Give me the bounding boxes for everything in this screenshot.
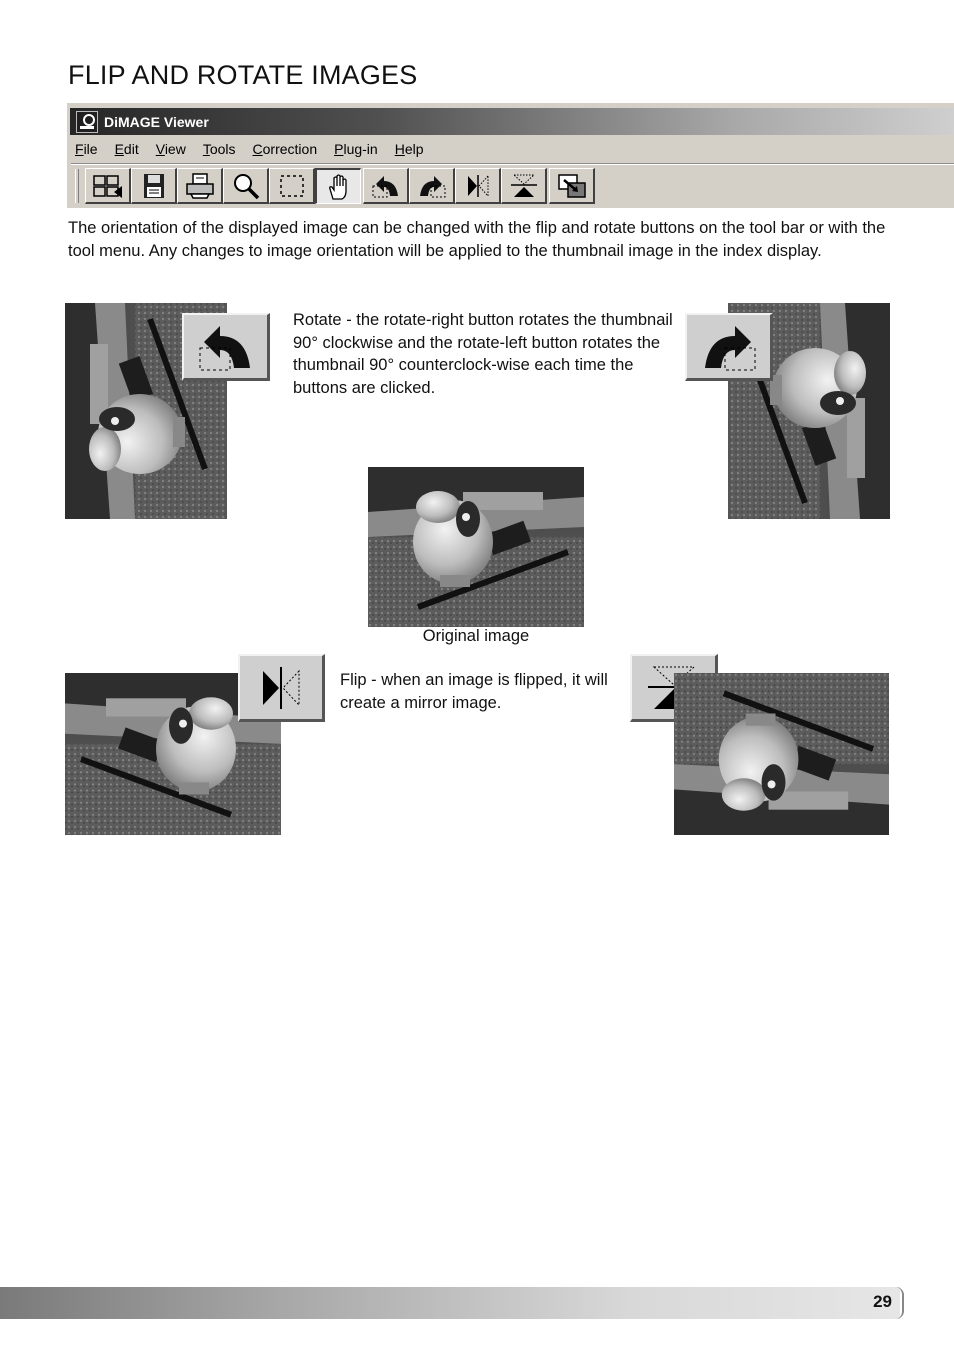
footer-bar-cap [896, 1287, 904, 1319]
select-icon [276, 172, 308, 200]
index-view-button[interactable] [85, 168, 131, 204]
flip-horizontal-button[interactable] [455, 168, 501, 204]
rotate-right-large-button[interactable] [685, 313, 773, 381]
intro-paragraph: The orientation of the displayed image can be changed with the flip and rotate buttons on the tool bar or with the tool menu. Any changes to image orientation will be applied to the thumbnail image in the index display. [68, 219, 886, 260]
index-view-icon [92, 172, 124, 200]
original-image-caption: Original image [422, 627, 530, 645]
rotate-left-icon [192, 320, 260, 374]
page-number: 29 [873, 1292, 892, 1311]
toolbar-grip[interactable] [75, 169, 79, 203]
rotate-right-icon [695, 320, 763, 374]
app-window [66, 102, 954, 208]
correction-button[interactable] [549, 168, 595, 204]
rotate-left-icon [370, 172, 402, 200]
flip-vertical-photo-image [674, 673, 889, 835]
menu-file[interactable]: File [75, 141, 98, 157]
menu-view[interactable]: View [155, 141, 186, 157]
toolbar [71, 163, 954, 205]
menu-edit[interactable]: Edit [114, 141, 139, 157]
menu-plugin[interactable]: Plug-in [334, 141, 378, 157]
app-title: DiMAGE Viewer [104, 113, 209, 130]
print-icon [184, 172, 216, 200]
flip-horizontal-icon [247, 661, 315, 715]
select-button[interactable] [269, 168, 315, 204]
flip-vertical-icon [508, 172, 540, 200]
rotate-left-large-button[interactable] [182, 313, 270, 381]
flip-description: Flip - when an image is flipped, it will create a mirror image. [340, 671, 608, 712]
save-button[interactable] [131, 168, 177, 204]
title-bar [70, 108, 954, 135]
save-icon [138, 172, 170, 200]
rotate-left-button[interactable] [363, 168, 409, 204]
flip-horizontal-icon [462, 172, 494, 200]
original-photo-image [368, 467, 584, 627]
hand-icon [323, 173, 355, 201]
menu-tools[interactable]: Tools [202, 141, 236, 157]
menu-correction[interactable]: Correction [252, 141, 318, 157]
flip-vertical-button[interactable] [501, 168, 547, 204]
zoom-button[interactable] [223, 168, 269, 204]
zoom-icon [230, 172, 262, 200]
rotate-right-button[interactable] [409, 168, 455, 204]
menu-help[interactable]: Help [394, 141, 424, 157]
rotate-right-icon [416, 172, 448, 200]
menu-bar [75, 137, 441, 161]
flip-vertical-photo [674, 673, 889, 835]
print-button[interactable] [177, 168, 223, 204]
flip-horizontal-large-button[interactable] [238, 654, 325, 722]
hand-button[interactable] [315, 168, 361, 204]
correction-icon [556, 172, 588, 200]
footer-bar [0, 1287, 900, 1319]
page-title: FLIP AND ROTATE IMAGES [68, 60, 418, 90]
app-logo-icon [76, 111, 98, 133]
rotate-description: Rotate - the rotate-right button rotates the thumbnail 90° clockwise and the rotate-left button rotates the thumbnail 90° counterclock-wise each time the buttons are clicked. [293, 311, 673, 397]
original-photo [368, 467, 584, 627]
